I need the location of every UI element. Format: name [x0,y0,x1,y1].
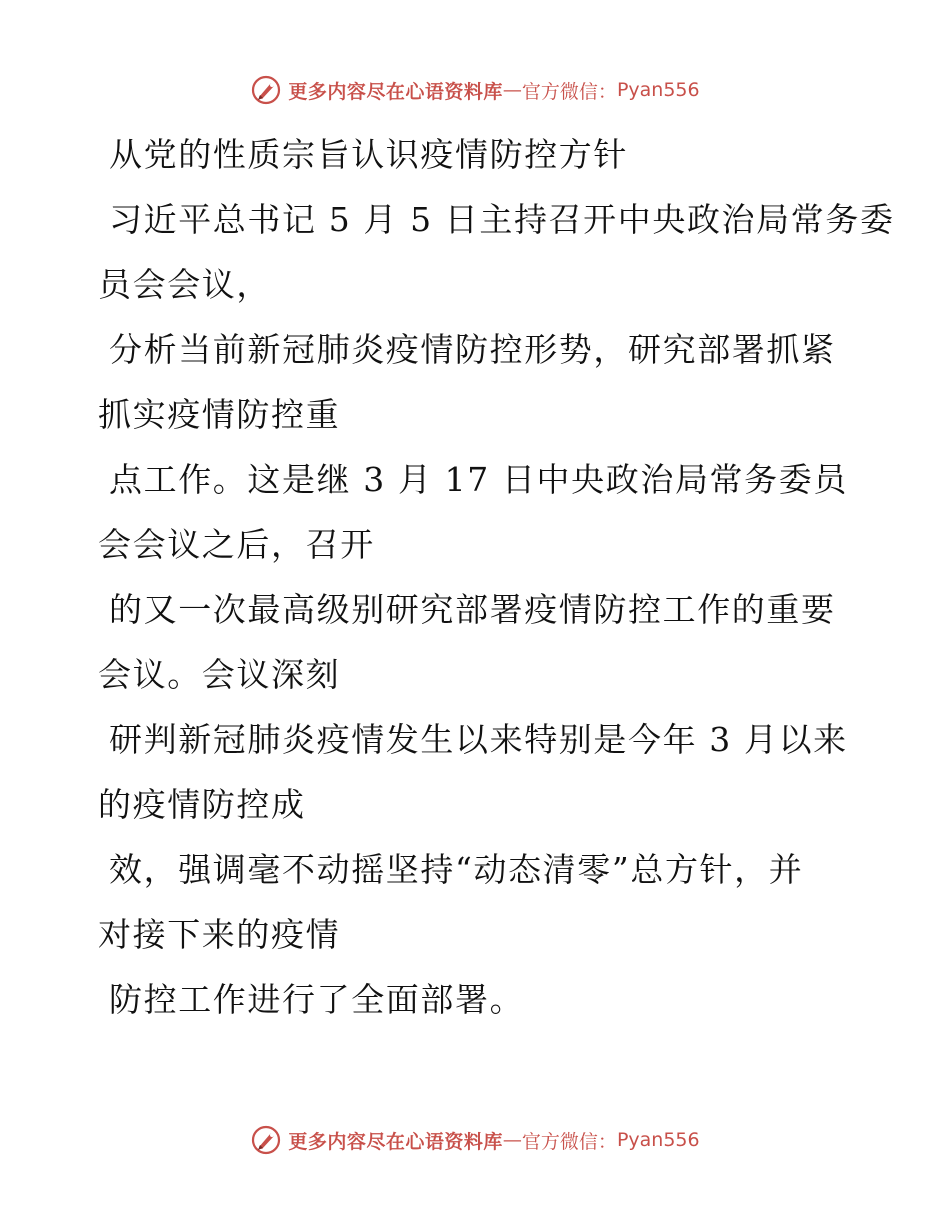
text-line: 的又一次最高级别研究部署疫情防控工作的重要 [109,590,836,629]
footer-watermark [0,1120,950,1160]
watermark-wechat-id: Pyan556 [616,79,700,101]
text-line: 效，强调毫不动摇坚持“动态清零”总方针，并 [109,850,804,889]
watermark-site-text: 更多内容尽在心语资料库 [288,1130,503,1153]
quill-logo-icon [250,1124,282,1156]
text-line: 点工作。这是继 3 月 17 日中央政治局常务委员 [109,460,848,499]
document-title: 从党的性质宗旨认识疫情防控方针 [109,135,628,174]
header-watermark [0,70,950,110]
text-line: 会会议之后，召开 [98,525,375,564]
document-body [98,122,895,1032]
watermark-wechat-label: 官方微信： [521,1130,617,1153]
text-line: 的疫情防控成 [98,785,306,824]
text-line: 防控工作进行了全面部署。 [109,980,525,1019]
watermark-separator: — [502,1129,522,1151]
text-line: 习近平总书记 5 月 5 日主持召开中央政治局常务委 [109,200,895,239]
text-line: 抓实疫情防控重 [98,395,341,434]
watermark-site-text: 更多内容尽在心语资料库 [288,80,503,103]
text-line: 会议。会议深刻 [98,655,341,694]
watermark-wechat-id: Pyan556 [616,1129,700,1151]
text-line: 对接下来的疫情 [98,915,341,954]
text-line: 员会会议， [98,265,271,304]
watermark-wechat-label: 官方微信： [521,80,617,103]
text-line: 分析当前新冠肺炎疫情防控形势，研究部署抓紧 [109,330,836,369]
watermark-separator: — [502,79,522,101]
quill-logo-icon [250,74,282,106]
text-line: 研判新冠肺炎疫情发生以来特别是今年 3 月以来 [109,720,848,759]
